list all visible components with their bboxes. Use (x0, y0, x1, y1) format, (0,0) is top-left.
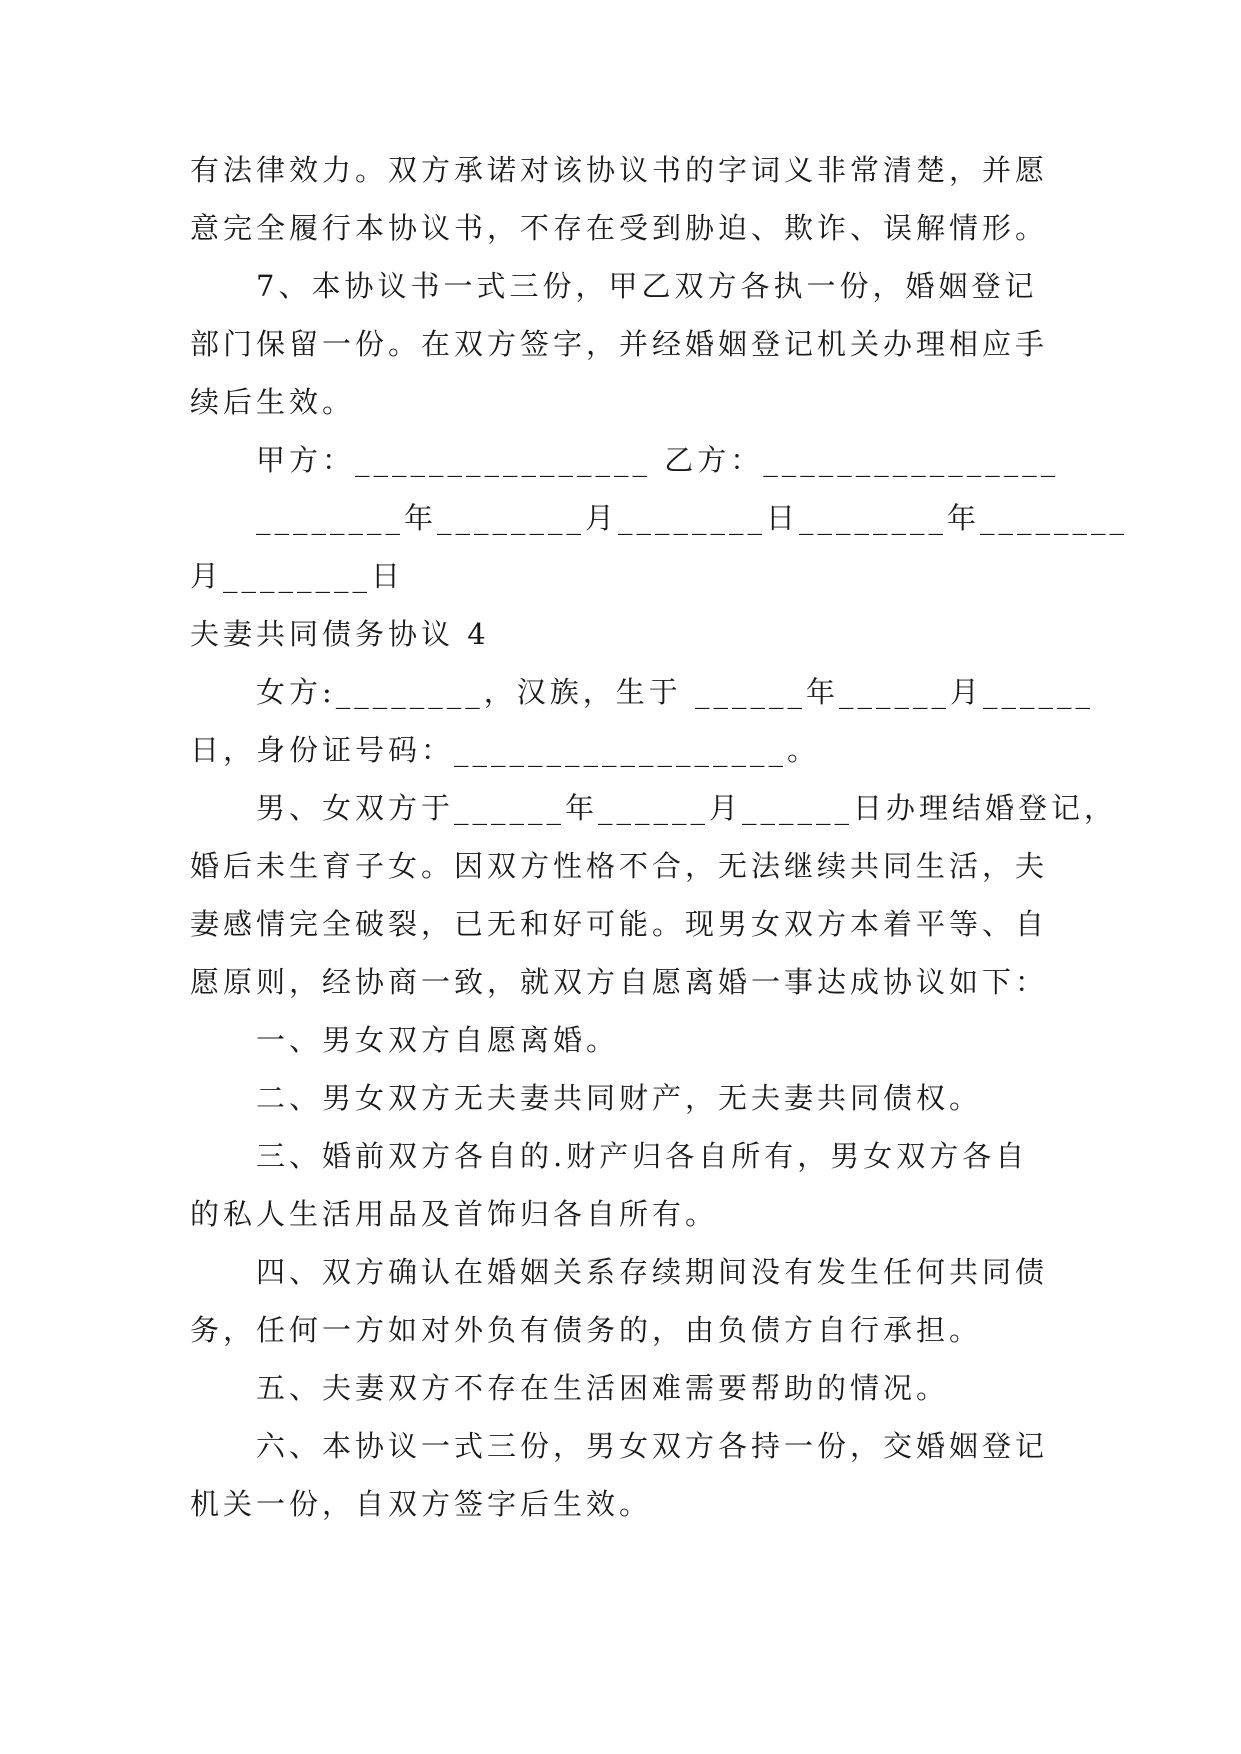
clause-4: 四、双方确认在婚姻关系存续期间没有发生任何共同债 (256, 1255, 1049, 1289)
date-line: ________年________月________日________年________ (256, 501, 1129, 535)
text-line: 男、女双方于______年______月______日办理结婚登记， (256, 791, 1118, 825)
text-line: 女方:________，汉族，生于 ______年______月______ (256, 675, 1094, 709)
text-line: 部门保留一份。在双方签字，并经婚姻登记机关办理相应手 (190, 327, 1049, 361)
text-line: 愿原则，经协商一致，就双方自愿离婚一事达成协议如下： (190, 965, 1049, 999)
text-line: 意完全履行本协议书，不存在受到胁迫、欺诈、误解情形。 (190, 211, 1049, 245)
text-line: 有法律效力。双方承诺对该协议书的字词义非常清楚，并愿 (190, 153, 1049, 187)
clause-5: 五、夫妻双方不存在生活困难需要帮助的情况。 (256, 1371, 950, 1405)
clause-3-cont: 的私人生活用品及首饰归各自所有。 (190, 1197, 719, 1231)
clause-1: 一、男女双方自愿离婚。 (256, 1023, 620, 1057)
signature-line: 甲方：________________ 乙方：________________ (256, 443, 1060, 477)
text-line: 婚后未生育子女。因双方性格不合，无法继续共同生活，夫 (190, 849, 1049, 883)
clause-4-cont: 务，任何一方如对外负有债务的，由负债方自行承担。 (190, 1313, 983, 1347)
date-line: 月________日 (190, 559, 405, 593)
text-line: 日，身份证号码：__________________。 (190, 733, 821, 767)
clause-6-cont: 机关一份，自双方签字后生效。 (190, 1487, 653, 1521)
clause-6: 六、本协议一式三份，男女双方各持一份，交婚姻登记 (256, 1429, 1049, 1463)
clause-3: 三、婚前双方各自的.财产归各自所有，男女双方各自 (256, 1139, 1029, 1173)
text-line: 妻感情完全破裂，已无和好可能。现男女双方本着平等、自 (190, 907, 1049, 941)
text-line: 7、本协议书一式三份，甲乙双方各执一份，婚姻登记 (256, 269, 1038, 303)
text-line: 续后生效。 (190, 385, 356, 419)
section-title: 夫妻共同债务协议 4 (190, 617, 490, 651)
clause-2: 二、男女双方无夫妻共同财产，无夫妻共同债权。 (256, 1081, 983, 1115)
